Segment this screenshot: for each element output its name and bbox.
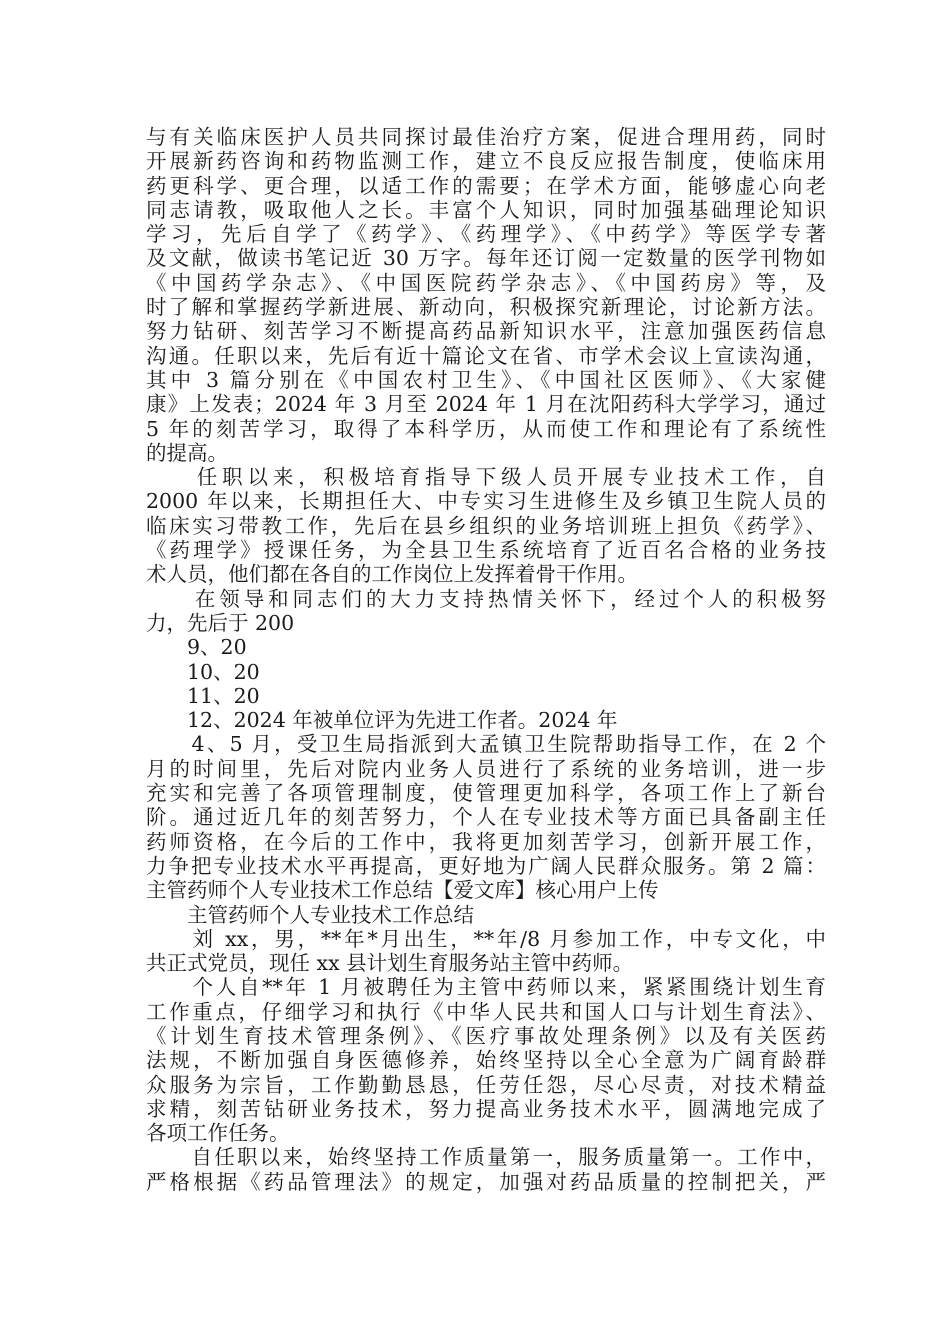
text-line: 众服务为宗旨，工作勤勤恳恳，任劳任怨，尽心尽责，对技术精益 xyxy=(146,1072,826,1097)
text-line: 力，先后于 200 xyxy=(146,610,295,635)
text-line: 力争把专业技术水平再提高，更好地为广阔人民群众服务。第 2 篇： xyxy=(146,853,826,878)
text-line: 11、20 xyxy=(146,683,260,708)
text-line: 工作重点，仔细学习和执行《中华人民共和国人口与计划生育法》、 xyxy=(146,999,826,1024)
text-line: 12、2024 年被单位评为先进工作者。2024 年 xyxy=(146,708,618,733)
text-line: 《计划生育技术管理条例》、《医疗事故处理条例》以及有关医药 xyxy=(146,1023,826,1048)
text-line: 月的时间里，先后对院内业务人员进行了系统的业务培训，进一步 xyxy=(146,756,826,781)
text-line: 药师资格，在今后的工作中，我将更加刻苦学习，创新开展工作， xyxy=(146,829,826,854)
text-line: 9、20 xyxy=(146,635,247,660)
text-line: 及文献，做读书笔记近 30 万字。每年还订阅一定数量的医学刊物如 xyxy=(146,246,826,271)
text-line: 临床实习带教工作，先后在县乡组织的业务培训班上担负《药学》、 xyxy=(146,513,826,538)
text-line: 术人员，他们都在各自的工作岗位上发挥着骨干作用。 xyxy=(146,562,638,587)
text-line: 《中国药学杂志》、《中国医院药学杂志》、《中国药房》等，及 xyxy=(146,270,826,295)
text-line: 刘 xx，男，**年*月出生，**年/8 月参加工作，中专文化，中 xyxy=(146,926,826,951)
text-line: 开展新药咨询和药物监测工作，建立不良反应报告制度，使临床用 xyxy=(146,149,826,174)
text-line: 学习，先后自学了《药学》、《药理学》、《中药学》等医学专著 xyxy=(146,222,826,247)
text-line: 的提高。 xyxy=(146,440,228,465)
text-line: 药更科学、更合理，以适工作的需要；在学术方面，能够虚心向老 xyxy=(146,173,826,198)
text-line: 其中 3 篇分别在《中国农村卫生》、《中国社区医师》、《大家健 xyxy=(146,367,826,392)
text-line: 时了解和掌握药学新进展、新动向，积极探究新理论，讨论新方法。 xyxy=(146,295,826,320)
text-line: 10、20 xyxy=(146,659,260,684)
text-line: 自任职以来，始终坚持工作质量第一，服务质量第一。工作中， xyxy=(146,1145,826,1170)
text-line: 共正式党员，现任 xx 县计划生育服务站主管中药师。 xyxy=(146,951,634,976)
text-line: 努力钻研、刻苦学习不断提高药品新知识水平，注意加强医药信息 xyxy=(146,319,826,344)
text-line: 主管药师个人专业技术工作总结 xyxy=(146,902,474,927)
text-line: 求精，刻苦钻研业务技术，努力提高业务技术水平，圆满地完成了 xyxy=(146,1096,826,1121)
text-line: 严格根据《药品管理法》的规定，加强对药品质量的控制把关，严 xyxy=(146,1169,826,1194)
text-line: 康》上发表；2024 年 3 月至 2024 年 1 月在沈阳药科大学学习，通过 xyxy=(146,392,826,417)
text-line: 与有关临床医护人员共同探讨最佳治疗方案，促进合理用药，同时 xyxy=(146,125,826,149)
text-line: 任职以来，积极培育指导下级人员开展专业技术工作，自 xyxy=(146,465,826,490)
text-line: 阶。通过近几年的刻苦努力，个人在专业技术等方面已具备副主任 xyxy=(146,805,826,830)
text-line: 4、5 月，受卫生局指派到大孟镇卫生院帮助指导工作，在 2 个 xyxy=(146,732,826,757)
text-line: 2000 年以来，长期担任大、中专实习生进修生及乡镇卫生院人员的 xyxy=(146,489,826,514)
text-line: 充实和完善了各项管理制度，使管理更加科学，各项工作上了新台 xyxy=(146,781,826,806)
text-line: 沟通。任职以来，先后有近十篇论文在省、市学术会议上宣读沟通， xyxy=(146,343,826,368)
text-line: 主管药师个人专业技术工作总结【爱文库】核心用户上传 xyxy=(146,878,659,903)
text-line: 法规，不断加强自身医德修养，始终坚持以全心全意为广阔育龄群 xyxy=(146,1048,826,1073)
document-body xyxy=(146,125,826,1194)
text-line: 个人自**年 1 月被聘任为主管中药师以来，紧紧围绕计划生育 xyxy=(146,975,826,1000)
text-line: 在领导和同志们的大力支持热情关怀下，经过个人的积极努 xyxy=(146,586,826,611)
text-line: 各项工作任务。 xyxy=(146,1121,290,1146)
text-line: 《药理学》授课任务，为全县卫生系统培育了近百名合格的业务技 xyxy=(146,538,826,563)
text-line: 5 年的刻苦学习，取得了本科学历，从而使工作和理论有了系统性 xyxy=(146,416,826,441)
text-line: 同志请教，吸取他人之长。丰富个人知识，同时加强基础理论知识 xyxy=(146,197,826,222)
